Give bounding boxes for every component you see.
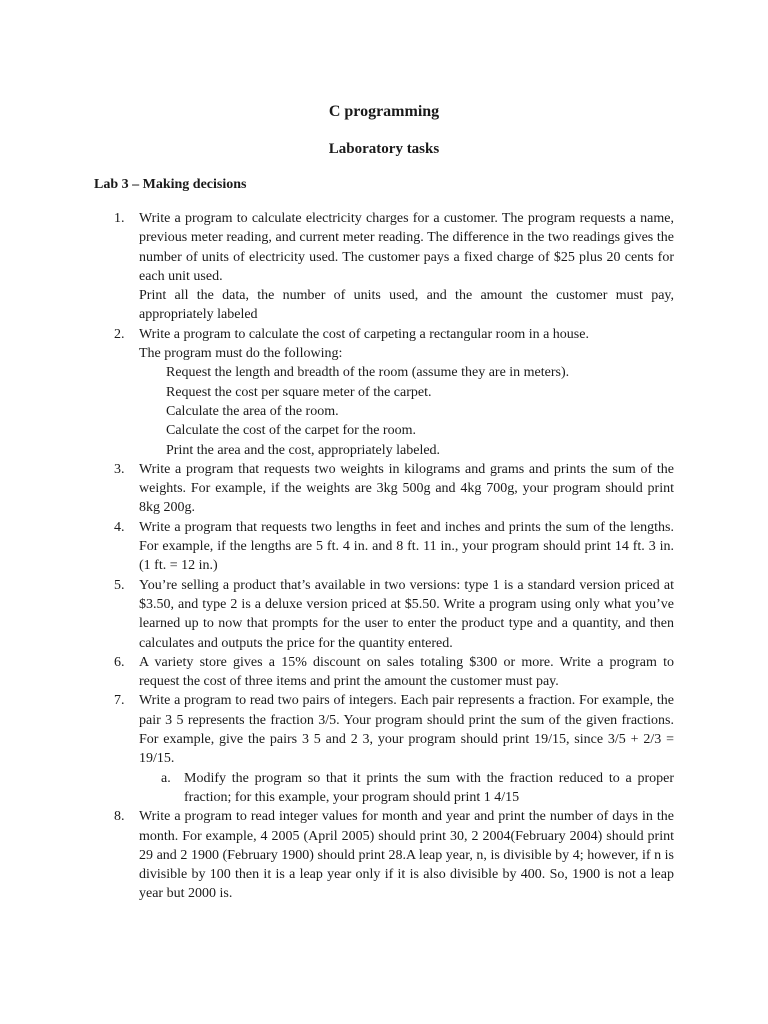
task-item — [94, 209, 674, 325]
task-number: 3. — [114, 461, 125, 477]
task-step: Calculate the area of the room. — [166, 403, 339, 419]
task-steps — [139, 363, 674, 459]
task-paragraph: Write a program that requests two weights in kilograms and grams and prints the sum of the weights. For example, if the weights are 3kg 500g and 4kg 700g, your program should print 8kg 200g. — [139, 461, 674, 516]
document-title: C programming — [328, 103, 440, 120]
task-paragraph: Write a program that requests two lengths in feet and inches and prints the sum of the lengths. For example, if the lengths are 5 ft. 4 in. and 8 ft. 11 in., your program should print 14 ft. 3 in. (1 ft. = 12 in.) — [139, 519, 674, 574]
task-paragraph: Write a program to read two pairs of integers. Each pair represents a fraction. For example, the pair 3 5 represents the fraction 3/5. Your program should print the sum of the given fractions. For example, give the pairs 3 5 and 2 3, your program should print 19/15, since 3/5 + 2/3 = 19/15. — [139, 693, 674, 767]
task-paragraph: Write a program to calculate electricity charges for a customer. The program requests a name, previous meter reading, and current meter reading. The difference in the two readings gives the number of units of electricity used. The customer pays a fixed charge of $25 plus 20 cents for each unit used. — [139, 211, 674, 284]
lab-heading: Lab 3 – Making decisions — [94, 177, 247, 192]
task-item — [94, 518, 674, 576]
task-step: Calculate the cost of the carpet for the room. — [166, 423, 416, 439]
task-number: 4. — [114, 519, 125, 535]
task-number: 2. — [114, 326, 125, 342]
task-step: Request the cost per square meter of the carpet. — [166, 384, 432, 400]
task-list — [94, 209, 674, 904]
task-paragraph: A variety store gives a 15% discount on sales totaling $300 or more. Write a program to request the cost of three items and print the amount the customer must pay. — [139, 654, 674, 690]
task-paragraph: Write a program to read integer values for month and year and print the number of days in the month. For example, 4 2005 (April 2005) should print 30, 2 2004(February 2004) should print 29 and 2 1900 (February 1900) should print 28.A leap year, n, is divisible by 4; however, if n is divisible by 100 then it is a leap year only if it is also divisible by 400. So, 1900 is not a leap year but 2000 is. — [139, 809, 674, 902]
task-sub-item — [139, 769, 674, 808]
task-number: 6. — [114, 654, 125, 670]
document-subtitle: Laboratory tasks — [328, 141, 440, 157]
sub-item-label: a. — [161, 770, 171, 786]
task-number: 7. — [114, 693, 125, 709]
task-item — [94, 653, 674, 692]
task-number: 8. — [114, 809, 125, 825]
task-number: 1. — [114, 211, 125, 226]
task-number: 5. — [114, 577, 125, 593]
task-paragraph: You’re selling a product that’s available in two versions: type 1 is a standard version priced at $3.50, and type 2 is a deluxe version priced at $5.50. Write a program using only what you’ve learned up to now that prompts for the user to enter the product type and a quantity, and then calculates and outputs the price for the quantity entered. — [139, 577, 674, 651]
task-step: Print the area and the cost, appropriately labeled. — [166, 442, 441, 458]
sub-item-text: Modify the program so that it prints the sum with the fraction reduced to a proper fraction; for this example, your program should print 1 4/15 — [184, 770, 674, 805]
task-item — [94, 576, 674, 653]
task-item — [94, 691, 674, 807]
task-item — [94, 460, 674, 518]
task-paragraph: Print all the data, the number of units used, and the amount the customer must pay, appropriately labeled — [139, 288, 674, 323]
task-item — [94, 807, 674, 903]
task-paragraph: Write a program to calculate the cost of carpeting a rectangular room in a house. — [139, 326, 589, 342]
task-step: Request the length and breadth of the room (assume they are in meters). — [166, 365, 570, 381]
task-paragraph: The program must do the following: — [139, 346, 343, 362]
task-item — [94, 325, 674, 460]
